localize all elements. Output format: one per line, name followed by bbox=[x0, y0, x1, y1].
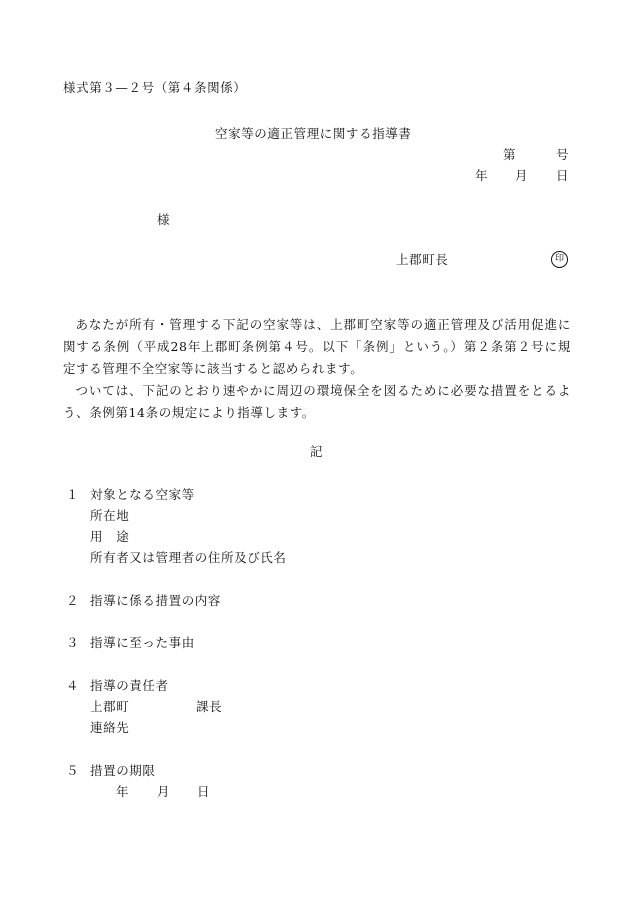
item5-label: 措置の期限 bbox=[90, 763, 156, 778]
item1-number: １ bbox=[66, 487, 80, 502]
item4-label: 指導の責任者 bbox=[90, 678, 169, 693]
item2-label: 指導に係る措置の内容 bbox=[90, 593, 222, 608]
item4-town: 上郡町 bbox=[90, 699, 130, 714]
item3-number: ３ bbox=[66, 635, 80, 650]
body-text bbox=[63, 314, 571, 424]
ki-marker: 記 bbox=[310, 444, 324, 459]
form-label: 様式第３—２号（第４条関係） bbox=[63, 80, 247, 95]
item4-number: ４ bbox=[66, 678, 80, 693]
doc-number-go: 号 bbox=[556, 147, 570, 162]
item3-label: 指導に至った事由 bbox=[90, 635, 195, 650]
item1-label: 対象となる空家等 bbox=[90, 487, 195, 502]
document-title: 空家等の適正管理に関する指導書 bbox=[215, 126, 412, 141]
item4-contact: 連絡先 bbox=[90, 720, 130, 735]
item1-location: 所在地 bbox=[90, 508, 130, 523]
addressee-suffix: 様 bbox=[157, 212, 171, 227]
body-paragraph: あなたが所有・管理する下記の空家等は、上郡町空家等の適正管理及び活用促進に関する条例（平成28年上郡町条例第４号。以下「条例」という。）第２条第２号に規定する管理不全空家等に該当すると認められます。 bbox=[63, 317, 571, 376]
item5-year: 年 bbox=[116, 784, 130, 799]
date-year: 年 bbox=[475, 168, 489, 183]
item5-number: ５ bbox=[66, 763, 80, 778]
date-month: 月 bbox=[515, 168, 529, 183]
item2-number: ２ bbox=[66, 593, 80, 608]
item1-owner: 所有者又は管理者の住所及び氏名 bbox=[90, 550, 287, 565]
seal-mark: 印 bbox=[551, 251, 568, 268]
date-day: 日 bbox=[556, 168, 570, 183]
item5-day: 日 bbox=[197, 784, 211, 799]
issuer-name: 上郡町長 bbox=[396, 252, 449, 267]
item4-section-chief: 課長 bbox=[196, 699, 223, 714]
body-paragraph: ついては、下記のとおり速やかに周辺の環境保全を図るために必要な措置をとるよう、条例第14条の規定により指導します。 bbox=[63, 383, 571, 420]
doc-number-dai: 第 bbox=[503, 147, 517, 162]
item1-usage: 用 途 bbox=[90, 529, 130, 544]
item5-month: 月 bbox=[157, 784, 171, 799]
